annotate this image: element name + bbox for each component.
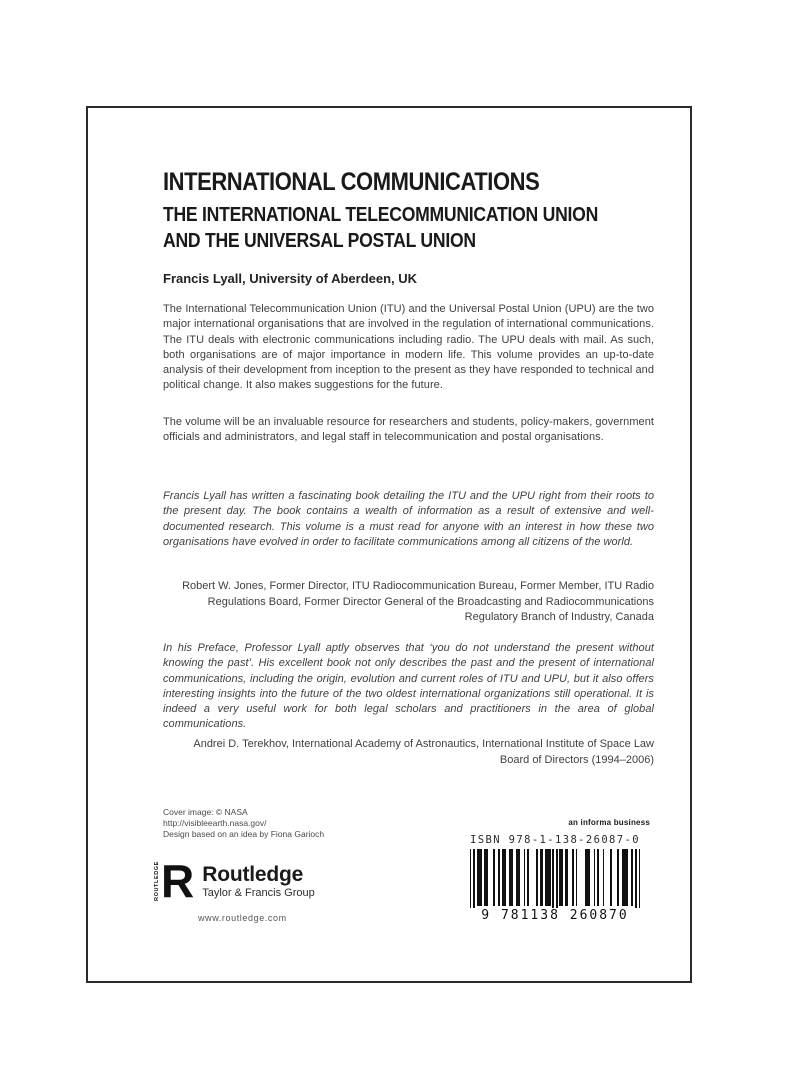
- ean13-barcode: [460, 849, 650, 915]
- book-title: [163, 168, 654, 197]
- credit-line-1: Cover image: © NASA: [163, 807, 248, 817]
- barcode-area: [460, 818, 650, 923]
- description-paragraph-1: The International Telecommunication Union (ITU) and the Universal Postal Union (UPU) are the two major international organisations that are involved in the regulation of international communications. The ITU deals with electronic communications including radio. The UPU deals with mail. As such, both organisations are of major importance in modern life. This volume provides an up-to-date analysis of their development from inception to the present as they have responded to technical and political change. It also makes suggestions for the future.: [163, 303, 654, 392]
- informa-business-label: an informa business: [568, 818, 650, 827]
- author-line: Francis Lyall, University of Aberdeen, UK: [163, 271, 418, 286]
- review-attribution-2: Andrei D. Terekhov, International Academy of Astronautics, International Institute of Space Law Board of Directors (1994–2006): [193, 738, 654, 766]
- isbn-label: ISBN 978-1-138-26087-0: [470, 834, 640, 846]
- routledge-r-icon: [154, 855, 195, 907]
- isbn-digits: 9 781138 260870: [460, 908, 650, 923]
- description-paragraph-2: The volume will be an invaluable resource for researchers and students, policy-makers, government officials and administrators, and legal staff in telecommunication and postal organisations.: [163, 416, 654, 444]
- book-title-text: INTERNATIONAL COMMUNICATIONS: [163, 168, 540, 196]
- subtitle-line-2: AND THE UNIVERSAL POSTAL UNION: [163, 230, 476, 252]
- publisher-group: Taylor & Francis Group: [202, 886, 315, 899]
- credit-line-3: Design based on an idea by Fiona Garioch: [163, 829, 325, 839]
- book-back-cover: [86, 106, 692, 983]
- cover-credits: [163, 807, 423, 840]
- publisher-logo-row: [154, 855, 384, 907]
- book-subtitle: [163, 202, 654, 254]
- routledge-r-letter: R: [161, 855, 195, 907]
- review-attribution-1: Robert W. Jones, Former Director, ITU Radiocommunication Bureau, Former Member, ITU Radio Regulations Board, Former Director General of the Broadcasting and Radiocommunications Regulatory Branch of Industry, Canada: [182, 580, 654, 623]
- publisher-logo-block: [154, 855, 384, 923]
- subtitle-line-1: THE INTERNATIONAL TELECOMMUNICATION UNION: [163, 204, 599, 226]
- review-quote-1: Francis Lyall has written a fascinating book detailing the ITU and the UPU right from their roots to the present day. The book contains a wealth of information as a result of extensive and well-documented research. This volume is a must read for anyone with an interest in how these two organisations have evolved in order to facilitate communications among all citizens of the world.: [163, 490, 654, 548]
- routledge-vertical-text: ROUTLEDGE: [154, 861, 160, 901]
- credit-line-2: http://visibleearth.nasa.gov/: [163, 818, 267, 828]
- publisher-url: www.routledge.com: [198, 913, 287, 923]
- barcode-module: [639, 849, 641, 913]
- publisher-name: Routledge: [202, 862, 304, 886]
- publisher-text: [202, 863, 314, 900]
- review-quote-2: In his Preface, Professor Lyall aptly observes that ‘you do not understand the present without knowing the past’. His excellent book not only describes the past and the present of international communications, including the origin, evolution and current roles of ITU and UPU, but it also offers interesting insights into the future of the two oldest international organizations still operational. It is indeed a very useful work for both legal scholars and practitioners in the area of global communications.: [163, 642, 654, 731]
